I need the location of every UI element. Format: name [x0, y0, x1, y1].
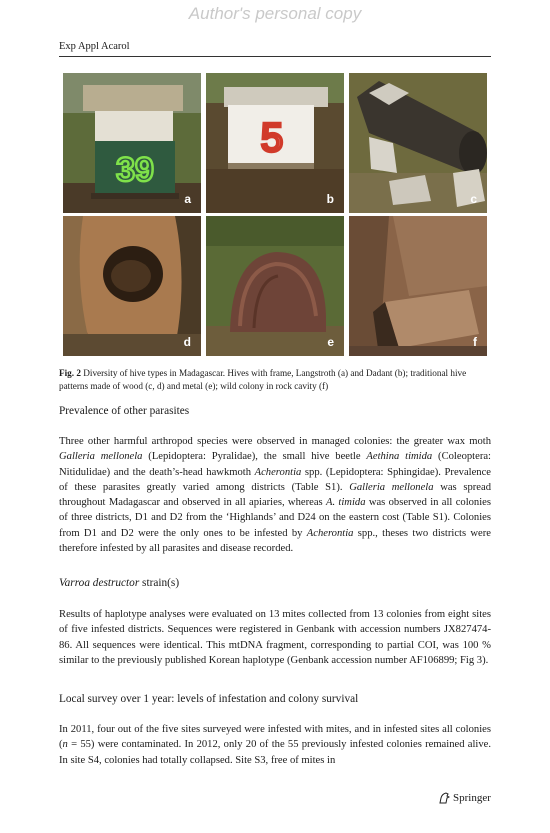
header-rule — [59, 56, 491, 57]
figure-panel-a — [63, 73, 201, 213]
section-heading-parasites: Prevalence of other parasites — [59, 405, 190, 417]
watermark: Author's personal copy — [188, 4, 362, 23]
rock-cavity-photo — [349, 216, 487, 356]
dadant-hive-photo — [206, 73, 344, 213]
paragraph-parasites — [59, 434, 491, 556]
hive-number-sign: 39 — [116, 151, 154, 189]
log-hive-photo — [349, 73, 487, 213]
running-head: Exp Appl Acarol — [59, 41, 130, 52]
tree-trunk-hive-photo — [63, 216, 201, 356]
figure-panel-c — [349, 73, 487, 213]
paragraph-survey — [59, 722, 491, 768]
section-heading-local-survey: Local survey over 1 year: levels of infestation and colony survival — [59, 693, 359, 705]
panel-letter-e: e — [327, 335, 334, 349]
text-run: (Coleoptera: Nitidulidae) and the death’s-head hawkmoth — [59, 451, 491, 478]
section-heading-varroa — [59, 577, 491, 589]
figure-panel-b — [206, 73, 344, 213]
text-run: spp. (Lepidoptera: Sphingidae). Prevalence of these parasites greatly varied among districts (Table S1). — [59, 466, 491, 493]
figure-panel-f — [349, 216, 487, 356]
italic-run: Acherontia — [254, 466, 302, 478]
figure-panel-d — [63, 216, 201, 356]
text-run: = 55) were contaminated. In 2012, only 20 of the 55 previously infested colonies remained alive. In site S4, colonies had totally collapsed. Site S3, free of mites in — [59, 739, 491, 766]
italic-run: Acherontia — [306, 527, 354, 539]
publisher-name: Springer — [453, 792, 491, 804]
heading-rest: strain(s) — [139, 577, 180, 589]
panel-letter-f: f — [473, 335, 477, 349]
panel-letter-c: c — [470, 192, 477, 206]
figure-caption — [59, 367, 491, 392]
text-run: Three other harmful arthropod species were observed in managed colonies: the greater wax moth — [59, 436, 491, 447]
heading-italic: Varroa destructor — [59, 577, 140, 589]
paragraph-haplotype — [59, 607, 491, 668]
springer-horse-icon — [438, 792, 450, 804]
hive-number-sign: 5 — [260, 116, 284, 160]
text-run: In 2011, four out of the five sites surveyed were infested with mites, and in infested sites all colonies ( — [59, 724, 491, 751]
italic-run: Aethina timida — [366, 451, 433, 463]
publisher-logo — [438, 792, 491, 804]
text-run: Results of haplotype analyses were evaluated on 13 mites collected from 13 colonies from eight sites of five infested districts. Sequences were registered in Genbank with accession numbers JX827474-86. All sequences were identical. This mtDNA fragment, corresponding to partial COI, was 100 % similar to the previously published Korean haplotype (Genbank accession number AF106899; Fig 3). — [59, 609, 491, 666]
panel-letter-a: a — [184, 192, 191, 206]
text-run: spp., theses two districts were therefore infested by all parasites and disease recorded. — [59, 527, 491, 555]
italic-run: Galleria mellonela — [59, 451, 143, 463]
text-run: was observed in all colonies of three districts, D1 and D2 from the ‘Highlands’ and D24 on the eastern cost (Table S1). Colonies from D1 and D2 were the only ones to be infested by — [59, 497, 492, 539]
italic-run: A. timida — [325, 497, 366, 509]
figure-2 — [63, 73, 487, 356]
panel-letter-b: b — [326, 192, 334, 206]
panel-letter-d: d — [183, 335, 191, 349]
langstroth-hive-photo — [63, 73, 201, 213]
text-run: was spread throughout Madagascar and observed in all apiaries, whereas — [59, 481, 491, 509]
italic-run: Galleria mellonela — [349, 481, 434, 493]
figure-caption-label: Fig. 2 — [59, 368, 81, 378]
figure-panel-e — [206, 216, 344, 356]
figure-caption-text: Diversity of hive types in Madagascar. Hives with frame, Langstroth (a) and Dadant (b); traditional hive patterns made of wood (c, d) and metal (e); wild colony in rock cavity (f) — [59, 368, 467, 391]
metal-hive-photo — [206, 216, 344, 356]
italic-run: n — [62, 739, 68, 751]
text-run: (Lepidoptera: Pyralidae), the small hive beetle — [142, 451, 367, 463]
